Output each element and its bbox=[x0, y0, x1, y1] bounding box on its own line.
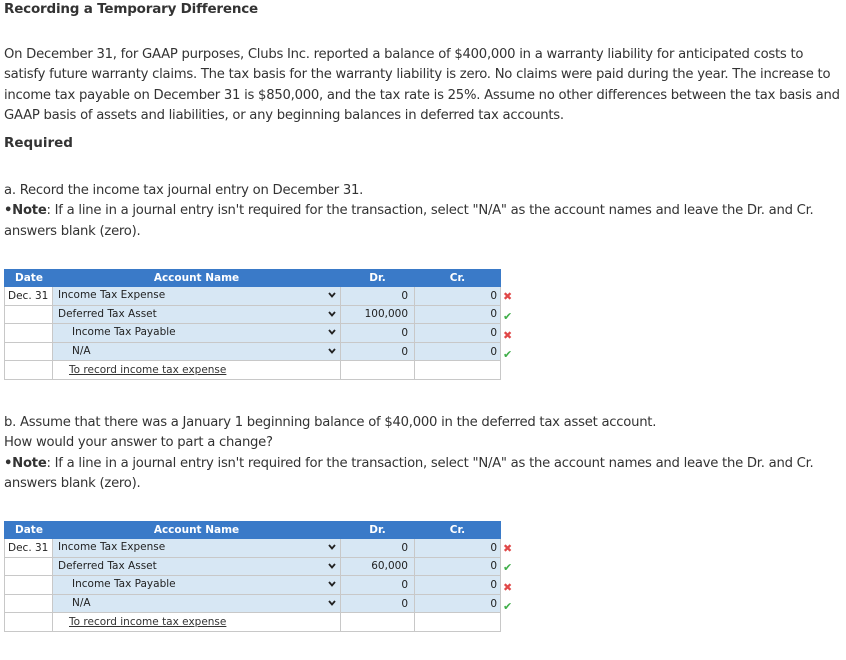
entry-memo: To record income tax expense bbox=[53, 613, 341, 632]
memo-row bbox=[5, 613, 501, 632]
chevron-down-icon bbox=[327, 560, 337, 572]
cr-input[interactable]: 0 bbox=[415, 576, 501, 595]
account-header: Account Name bbox=[53, 522, 341, 539]
table-header-row bbox=[5, 270, 501, 287]
incorrect-icon: ✖ bbox=[503, 542, 513, 555]
required-heading: Required bbox=[4, 135, 73, 151]
dr-input[interactable]: 0 bbox=[341, 539, 415, 558]
note-label: •Note bbox=[4, 455, 47, 471]
memo-row bbox=[5, 361, 501, 380]
chevron-down-icon bbox=[327, 308, 337, 320]
part-b-question: How would your answer to part a change? bbox=[4, 435, 273, 451]
date-cell: Dec. 31 bbox=[5, 287, 53, 306]
dr-input[interactable]: 0 bbox=[341, 342, 415, 361]
account-select[interactable]: Income Tax Payable bbox=[53, 576, 341, 595]
table-header-row bbox=[5, 522, 501, 539]
cr-input[interactable]: 0 bbox=[415, 324, 501, 343]
incorrect-icon: ✖ bbox=[503, 581, 513, 594]
chevron-down-icon bbox=[327, 345, 337, 357]
correct-icon: ✔ bbox=[503, 310, 513, 323]
incorrect-icon: ✖ bbox=[503, 329, 513, 342]
chevron-down-icon bbox=[327, 597, 337, 609]
date-cell bbox=[5, 342, 53, 361]
account-select[interactable]: Income Tax Expense bbox=[53, 287, 341, 306]
part-a-instruction: a. Record the income tax journal entry on December 31. bbox=[4, 183, 364, 198]
date-cell bbox=[5, 576, 53, 595]
chevron-down-icon bbox=[327, 326, 337, 338]
incorrect-icon: ✖ bbox=[503, 290, 513, 303]
dr-input[interactable]: 60,000 bbox=[341, 557, 415, 576]
part-a-instructions bbox=[4, 181, 844, 242]
journal-table-b bbox=[4, 521, 501, 632]
cr-input[interactable]: 0 bbox=[415, 539, 501, 558]
page-title: Recording a Temporary Difference bbox=[4, 1, 258, 17]
cr-header: Cr. bbox=[415, 522, 501, 539]
date-cell bbox=[5, 557, 53, 576]
journal-row bbox=[5, 557, 501, 576]
account-select[interactable]: Deferred Tax Asset bbox=[53, 557, 341, 576]
part-b-instructions bbox=[4, 413, 844, 495]
account-select[interactable]: N/A bbox=[53, 342, 341, 361]
cr-header: Cr. bbox=[415, 270, 501, 287]
note-text: : If a line in a journal entry isn't required for the transaction, select "N/A" as the account names and leave the Dr. and Cr. answers blank (zero). bbox=[4, 203, 814, 239]
dr-header: Dr. bbox=[341, 270, 415, 287]
dr-input[interactable]: 100,000 bbox=[341, 305, 415, 324]
journal-row bbox=[5, 305, 501, 324]
cr-input[interactable]: 0 bbox=[415, 557, 501, 576]
cr-input[interactable]: 0 bbox=[415, 305, 501, 324]
chevron-down-icon bbox=[327, 289, 337, 301]
chevron-down-icon bbox=[327, 578, 337, 590]
cr-input[interactable]: 0 bbox=[415, 342, 501, 361]
dr-input[interactable]: 0 bbox=[341, 287, 415, 306]
note-text: : If a line in a journal entry isn't required for the transaction, select "N/A" as the account names and leave the Dr. and Cr. answers blank (zero). bbox=[4, 455, 814, 492]
journal-row bbox=[5, 342, 501, 361]
entry-memo: To record income tax expense bbox=[53, 361, 341, 380]
account-select[interactable]: Income Tax Payable bbox=[53, 324, 341, 343]
journal-row bbox=[5, 576, 501, 595]
dr-input[interactable]: 0 bbox=[341, 594, 415, 613]
journal-table-a bbox=[4, 269, 501, 380]
part-b-note bbox=[4, 454, 844, 495]
journal-row bbox=[5, 539, 501, 558]
account-select[interactable]: Income Tax Expense bbox=[53, 539, 341, 558]
journal-row bbox=[5, 594, 501, 613]
account-select[interactable]: Deferred Tax Asset bbox=[53, 305, 341, 324]
problem-statement: On December 31, for GAAP purposes, Clubs Inc. reported a balance of $400,000 in a warranty liability for anticipated costs to satisfy future warranty claims. The tax basis for the warranty liability is zero. No claims were paid during the year. The increase to income tax payable on December 31 is $850,000, and the tax rate is 25%. Assume no other differences between the tax basis and GAAP basis of assets and liabilities, or any beginning balances in deferred tax accounts. bbox=[4, 47, 840, 124]
note-label: •Note bbox=[4, 203, 47, 219]
correct-icon: ✔ bbox=[503, 348, 513, 361]
cr-input[interactable]: 0 bbox=[415, 287, 501, 306]
date-cell bbox=[5, 594, 53, 613]
date-cell bbox=[5, 324, 53, 343]
date-header: Date bbox=[5, 522, 53, 539]
correct-icon: ✔ bbox=[503, 600, 513, 613]
dr-header: Dr. bbox=[341, 522, 415, 539]
dr-input[interactable]: 0 bbox=[341, 576, 415, 595]
chevron-down-icon bbox=[327, 541, 337, 553]
journal-row bbox=[5, 287, 501, 306]
part-a-note bbox=[4, 201, 844, 242]
date-cell bbox=[5, 305, 53, 324]
account-select[interactable]: N/A bbox=[53, 594, 341, 613]
date-cell: Dec. 31 bbox=[5, 539, 53, 558]
account-header: Account Name bbox=[53, 270, 341, 287]
cr-input[interactable]: 0 bbox=[415, 594, 501, 613]
part-b-instruction: b. Assume that there was a January 1 beginning balance of $40,000 in the deferred tax asset account. bbox=[4, 415, 657, 430]
journal-row bbox=[5, 324, 501, 343]
correct-icon: ✔ bbox=[503, 561, 513, 574]
date-header: Date bbox=[5, 270, 53, 287]
dr-input[interactable]: 0 bbox=[341, 324, 415, 343]
